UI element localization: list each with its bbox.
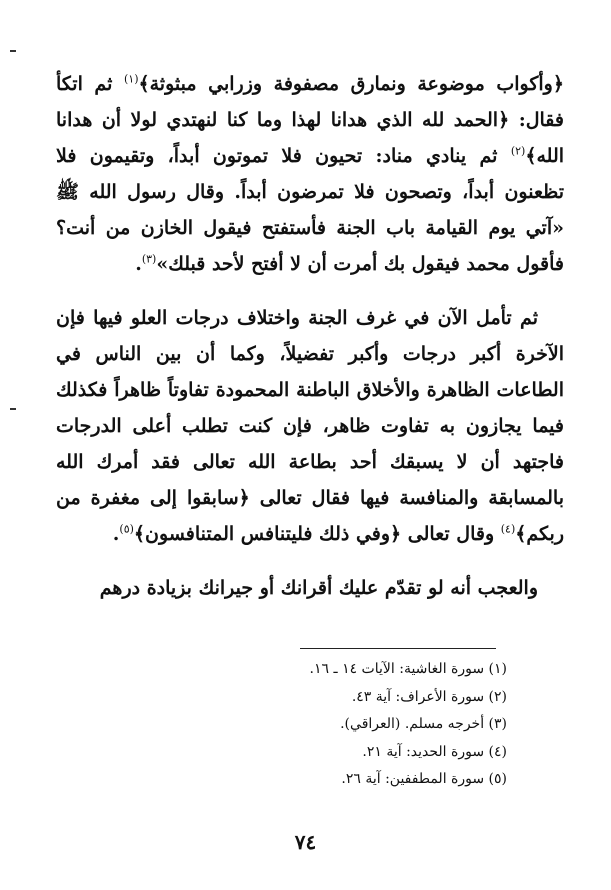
page-number: ٧٤: [294, 830, 317, 854]
footnote-2: (٢) سورة الأعراف: آية ٤٣.: [351, 688, 507, 705]
paragraph-2-part-2: وقال تعالى ﴿وفي ذلك فليتنافس المتنافسون﴾: [133, 523, 495, 545]
paragraph-1-part-2: ثم اتكأ فقال: ﴿الحمد لله الذي هدانا لهذا وما كنا لنهتدي لولا أن هدانا الله﴾: [56, 73, 565, 167]
margin-mark-top: [10, 50, 16, 52]
footnote-5: (٥) سورة المطففين: آية ٢٦.: [341, 771, 507, 787]
paragraph-2: [56, 300, 564, 552]
paragraph-1-end: .: [135, 253, 142, 275]
footnote-3: (٣) أخرجه مسلم. (العراقي).: [340, 716, 507, 732]
footnotes: [310, 656, 507, 794]
main-text: [56, 66, 564, 606]
paragraph-3-text: والعجب أنه لو تقدّم عليك أقرانك أو جيرانك بزيادة درهم: [99, 577, 538, 599]
footnote-ref-1: (١): [123, 72, 139, 86]
footnote-separator: [300, 648, 496, 649]
footnote-ref-4: (٤): [500, 522, 516, 536]
footnote-ref-3: (٣): [141, 252, 157, 266]
paragraph-2-part-1: ثم تأمل الآن في غرف الجنة واختلاف درجات العلو فيها فإن الآخرة أكبر درجات وأكبر تفضيلاً، وكما أن بين الناس في الطاعات الظاهرة والأخلاق الباطنة المحمودة تفاوتاً ظاهراً فكذلك فيما يجازون به تفاوت ظاهر، فإن كنت تطلب أعلى الدرجات فاجتهد أن لا يسبقك أحد بطاعة الله تعالى فقد أمرك الله بالمسابقة والمنافسة فيها فقال تعالى ﴿سابقوا إلى مغفرة من ربكم﴾: [56, 307, 564, 545]
paragraph-1-part-3: ثم ينادي مناد: تحيون فلا تموتون أبداً، وتقيمون فلا تظعنون أبداً، وتصحون فلا تمرضون أبداً. وقال رسول الله ﷺ «آتي يوم القيامة باب الجنة فأستفتح فيقول الخازن من أنت؟ فأقول محمد فيقول بك أمرت أن لا أفتح لأحد قبلك»: [56, 145, 564, 275]
paragraph-3: [56, 570, 564, 606]
footnote-1: (١) سورة الغاشية: الآيات ١٤ ـ ١٦.: [309, 661, 507, 677]
margin-mark-middle: [10, 408, 16, 410]
footnote-4: (٤) سورة الحديد: آية ٢١.: [362, 743, 507, 760]
footnote-ref-2: (٢): [510, 144, 526, 158]
paragraph-2-end: .: [112, 523, 120, 545]
paragraph-1-part-1: ﴿وأكواب موضوعة ونمارق مصفوفة وزرابي مبثوثة﴾: [138, 73, 564, 95]
paragraph-1: [56, 66, 564, 282]
footnote-ref-5: (٥): [119, 522, 134, 536]
